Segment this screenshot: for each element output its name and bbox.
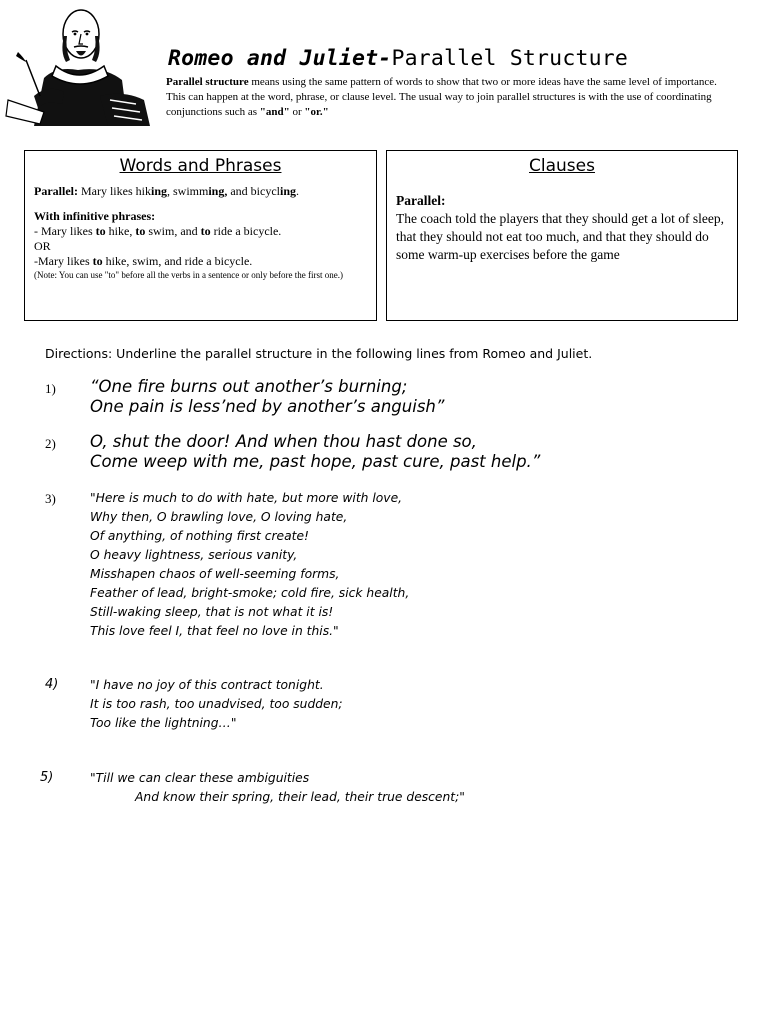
words-phrases-heading: Words and Phrases (119, 156, 282, 176)
quote-line: It is too rash, too unadvised, too sudden; (90, 697, 343, 711)
clauses-heading: Clauses (529, 156, 595, 176)
bold-segment: ing (280, 184, 297, 198)
quote-line: Why then, O brawling love, O loving hate, (90, 510, 348, 524)
clauses-parallel-label: Parallel: (396, 193, 446, 208)
intro-and: "and" (259, 106, 290, 118)
note: (Note: You can use "to" before all the verbs in a sentence or only before the first one.) (34, 270, 344, 280)
text-segment: -Mary likes (34, 254, 93, 268)
question-number: 3) (45, 491, 56, 506)
bold-segment: to (200, 224, 211, 238)
quote-line: "Here is much to do with hate, but more with love, (90, 491, 403, 505)
quote-line: O, shut the door! And when thou hast done so, (90, 432, 477, 451)
question-text (90, 489, 409, 641)
clauses-example: The coach told the players that they should get a lot of sleep, that they should not eat too much, and that they should do some warm-up exercises before the game (396, 211, 725, 262)
intro-or: "or." (304, 106, 329, 118)
bold-segment: ing (150, 184, 167, 198)
infinitive-label: With infinitive phrases: (34, 209, 156, 223)
question-text (90, 377, 444, 417)
quote-line: Too like the lightning…" (90, 716, 237, 730)
text-segment: Mary likes hik (77, 184, 151, 198)
text-segment: swim, and (145, 224, 201, 238)
quote-line: "Till we can clear these ambiguities (90, 771, 310, 785)
text-segment: . (296, 184, 300, 198)
parallel-label: Parallel: (34, 184, 78, 198)
text-segment: hike, (105, 224, 136, 238)
quote-line: "I have no joy of this contract tonight. (90, 678, 324, 692)
quote-line: Misshapen chaos of well-seeming forms, (90, 567, 340, 581)
text-segment: - Mary likes (34, 224, 96, 238)
clauses-box (386, 150, 738, 321)
or-label: OR (34, 239, 51, 253)
quote-line: Of anything, of nothing first create! (90, 529, 309, 543)
question-number: 5) (40, 770, 54, 785)
text-segment: and bicycl (227, 184, 281, 198)
quote-line: “One fire burns out another’s burning; (90, 377, 408, 396)
parallel-example (34, 184, 368, 199)
question-text (90, 769, 465, 807)
words-phrases-box (24, 150, 377, 321)
title-play-name: Romeo and Juliet- (168, 46, 392, 71)
bold-segment: to (135, 224, 146, 238)
text-segment: , swimm (167, 184, 209, 198)
question-text (90, 432, 540, 472)
shakespeare-portrait (4, 0, 154, 128)
question-number: 1) (45, 381, 56, 396)
question-text (90, 676, 343, 733)
quote-line: Still-waking sleep, that is not what it is! (90, 605, 334, 619)
infinitive-example-1 (34, 224, 368, 239)
intro-paragraph (166, 75, 736, 120)
question-number: 4) (45, 677, 59, 692)
page-title (168, 46, 628, 71)
quote-line: O heavy lightness, serious vanity, (90, 548, 298, 562)
quote-line: Feather of lead, bright-smoke; cold fire, sick health, (90, 586, 410, 600)
quote-line: This love feel I, that feel no love in this." (90, 624, 339, 638)
bold-segment: to (95, 224, 106, 238)
bold-segment: ing, (208, 184, 228, 198)
text-segment: hike, swim, and ride a bicycle. (102, 254, 253, 268)
intro-term: Parallel structure (166, 76, 249, 88)
intro-text: means using the same pattern of words to show that two or more ideas have the same level of importance. This can happen at the word, phrase, or clause level. The usual way to join parallel structures is with the use of coordinating conjunctions such as (166, 76, 717, 118)
question-number: 2) (45, 436, 56, 451)
quote-line: One pain is less’ned by another’s anguish” (90, 397, 445, 416)
directions: Directions: Underline the parallel structure in the following lines from Romeo and Juliet. (45, 346, 593, 361)
quote-line: And know their spring, their lead, their true descent;" (135, 790, 465, 804)
quote-line: Come weep with me, past hope, past cure, past help.” (90, 452, 541, 471)
title-topic: Parallel Structure (391, 46, 629, 71)
intro-or-word: or (289, 106, 305, 118)
text-segment: ride a bicycle. (210, 224, 282, 238)
infinitive-example-2 (34, 254, 368, 269)
bold-segment: to (92, 254, 103, 268)
